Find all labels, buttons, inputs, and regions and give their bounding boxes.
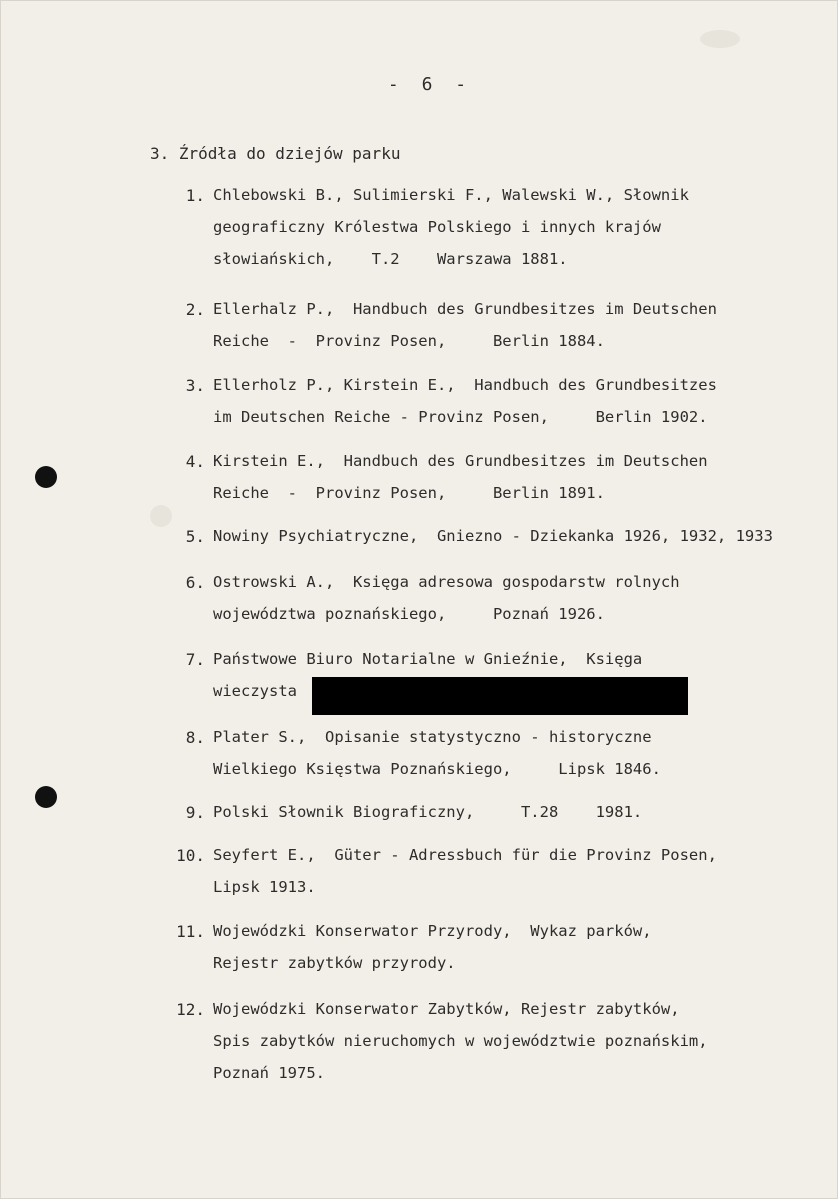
entry-text-line: Wielkiego Księstwa Poznańskiego, Lipsk 1846. <box>213 760 661 778</box>
entry-text-line: Nowiny Psychiatryczne, Gniezno - Dziekanka 1926, 1932, 1933 <box>213 527 773 545</box>
entry-text-line: województwa poznańskiego, Poznań 1926. <box>213 605 605 623</box>
entry-text-line: Państwowe Biuro Notarialne w Gnieźnie, Księga <box>213 650 643 668</box>
paper-smudge <box>150 505 172 527</box>
entry-text-line: Chlebowski B., Sulimierski F., Walewski W., Słownik <box>213 186 689 204</box>
entry-number: 1. <box>185 186 205 205</box>
entry-number: 4. <box>185 452 205 471</box>
entry-number: 7. <box>185 650 205 669</box>
entry-text-line: Ostrowski A., Księga adresowa gospodarstw rolnych <box>213 573 680 591</box>
entry-text-line: Lipsk 1913. <box>213 878 316 896</box>
entry-text-line: Reiche - Provinz Posen, Berlin 1884. <box>213 332 605 350</box>
entry-number: 11. <box>176 922 205 941</box>
entry-text-line: Wojewódzki Konserwator Zabytków, Rejestr zabytków, <box>213 1000 680 1018</box>
entry-text-line: słowiańskich, T.2 Warszawa 1881. <box>213 250 568 268</box>
entry-text-line: wieczysta <box>213 682 297 700</box>
entry-text-line: Plater S., Opisanie statystyczno - historyczne <box>213 728 652 746</box>
entry-text-line: Polski Słownik Biograficzny, T.28 1981. <box>213 803 643 821</box>
entry-text-line: Seyfert E., Güter - Adressbuch für die Provinz Posen, <box>213 846 717 864</box>
entry-number: 2. <box>185 300 205 319</box>
entry-text-line: Wojewódzki Konserwator Przyrody, Wykaz parków, <box>213 922 652 940</box>
entry-text-line: Reiche - Provinz Posen, Berlin 1891. <box>213 484 605 502</box>
entry-text-line: im Deutschen Reiche - Provinz Posen, Berlin 1902. <box>213 408 708 426</box>
entry-number: 3. <box>185 376 205 395</box>
entry-number: 6. <box>185 573 205 592</box>
paper-smudge <box>700 30 740 48</box>
entry-number: 5. <box>185 527 205 546</box>
entry-text-line: Ellerholz P., Kirstein E., Handbuch des Grundbesitzes <box>213 376 717 394</box>
entry-text-line: Kirstein E., Handbuch des Grundbesitzes im Deutschen <box>213 452 708 470</box>
entry-text-line: Spis zabytków nieruchomych w województwie poznańskim, <box>213 1032 708 1050</box>
entry-text-line: Ellerhalz P., Handbuch des Grundbesitzes im Deutschen <box>213 300 717 318</box>
section-heading: 3. Źródła do dziejów parku <box>150 144 401 163</box>
redaction-bar <box>312 677 688 715</box>
entry-number: 9. <box>185 803 205 822</box>
entry-number: 8. <box>185 728 205 747</box>
entry-number: 10. <box>176 846 205 865</box>
entry-text-line: Rejestr zabytków przyrody. <box>213 954 456 972</box>
entry-text-line: Poznań 1975. <box>213 1064 325 1082</box>
entry-number: 12. <box>176 1000 205 1019</box>
entry-text-line: geograficzny Królestwa Polskiego i innych krajów <box>213 218 661 236</box>
page-number: - 6 - <box>387 74 473 95</box>
